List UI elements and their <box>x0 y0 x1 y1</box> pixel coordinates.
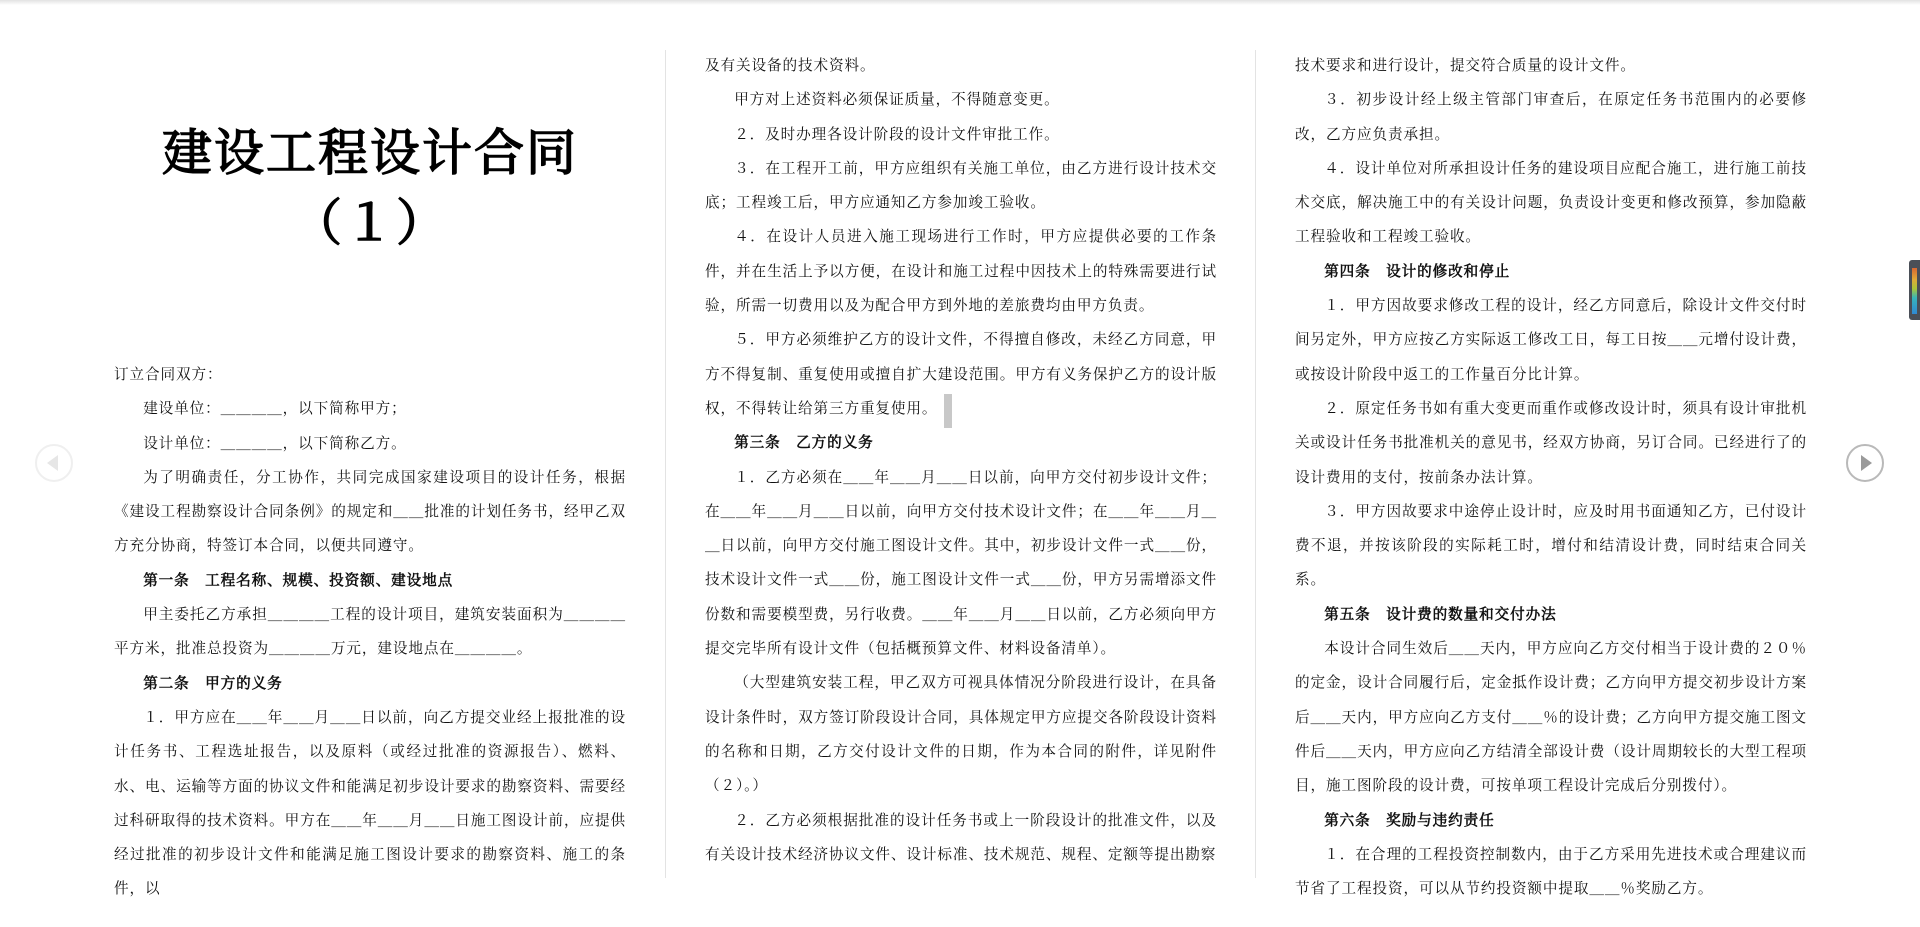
article-heading: 第六条 奖励与违约责任 <box>1324 811 1495 829</box>
paragraph: 设计单位：＿＿＿＿，以下简称乙方。 <box>143 434 407 452</box>
floating-side-widget[interactable] <box>1909 260 1920 320</box>
page-column-left <box>114 358 626 907</box>
paragraph: ２．乙方必须根据批准的设计任务书或上一阶段设计的批准文件，以及有关设计技术经济协议文件、设计标准、技术规范、规程、定额等提出勘察 <box>705 811 1217 863</box>
paragraph: ２．及时办理各设计阶段的设计文件审批工作。 <box>734 125 1060 143</box>
article-heading: 第三条 乙方的义务 <box>734 434 874 452</box>
paragraph: ２．原定任务书如有重大变更而重作或修改设计时，须具有设计审批机关或设计任务书批准机关的意见书，经双方协商，另订合同。已经进行了的设计费用的支付，按前条办法计算。 <box>1295 399 1807 486</box>
paragraph: 订立合同双方： <box>114 366 223 383</box>
paragraph: 建设单位：＿＿＿＿，以下简称甲方； <box>143 400 407 418</box>
paragraph: １．甲方因故要求修改工程的设计，经乙方同意后，除设计文件交付时间另定外，甲方应按乙方实际返工修改工日，每工日按＿＿元增付设计费，或按设计阶段中返工的工作量百分比计算。 <box>1295 297 1807 383</box>
previous-page-button[interactable] <box>35 444 73 482</box>
paragraph: １．在合理的工程投资控制数内，由于乙方采用先进技术或合理建议而节省了工程投资，可以从节约投资额中提取＿＿％奖励乙方。 <box>1295 845 1807 898</box>
paragraph: 及有关设备的技术资料。 <box>705 57 876 74</box>
paragraph: ３．甲方因故要求中途停止设计时，应及时用书面通知乙方，已付设计费不退，并按该阶段的实际耗工时，增付和结清设计费，同时结束合同关系。 <box>1295 502 1807 589</box>
top-shadow <box>0 0 1920 5</box>
level-meter-icon <box>1912 268 1917 314</box>
paragraph: 本设计合同生效后＿＿天内，甲方应向乙方交付相当于设计费的２０％的定金，设计合同履行后，定金抵作设计费；乙方向甲方提交初步设计方案后＿＿天内，甲方应向乙方支付＿＿％的设计费；乙方向甲方提交施工图文件后＿＿天内，甲方应向乙方结清全部设计费（设计周期较长的大型工程项目，施工图阶段的设计费，可按单项工程设计完成后分别拨付）。 <box>1295 640 1807 795</box>
paragraph: ４．在设计人员进入施工现场进行工作时，甲方应提供必要的工作条件，并在生活上予以方便，在设计和施工过程中因技术上的特殊需要进行试验，所需一切费用以及为配合甲方到外地的差旅费均由甲方负责。 <box>705 228 1217 315</box>
column-divider <box>1255 50 1256 878</box>
chevron-right-icon <box>1861 455 1872 471</box>
paragraph: ３．在工程开工前，甲方应组织有关施工单位，由乙方进行设计技术交底；工程竣工后，甲方应通知乙方参加竣工验收。 <box>705 159 1217 212</box>
title-line-1: 建设工程设计合同 <box>162 123 578 182</box>
paragraph: 甲主委托乙方承担＿＿＿＿工程的设计项目，建筑安装面积为＿＿＿＿平方米，批准总投资为＿＿＿＿万元，建设地点在＿＿＿＿。 <box>114 606 626 658</box>
paragraph: １．甲方应在＿＿年＿＿月＿＿日以前，向乙方提交业经上报批准的设计任务书、工程选址报告，以及原料（或经过批准的资源报告）、燃料、水、电、运输等方面的协议文件和能满足初步设计要求的勘察资料、需要经过科研取得的技术资料。甲方在＿＿年＿＿月＿＿日施工图设计前，应提供经过批准的初步设计文件和能满足施工图设计要求的勘察资料、施工的条件，以 <box>114 708 626 898</box>
title-line-2: （１） <box>292 193 448 252</box>
document-title <box>114 118 626 258</box>
page-column-right <box>1295 49 1807 906</box>
chevron-left-icon <box>47 455 58 471</box>
page-column-middle <box>705 49 1217 872</box>
article-heading: 第五条 设计费的数量和交付办法 <box>1324 605 1557 623</box>
paragraph: 甲方对上述资料必须保证质量，不得随意变更。 <box>734 91 1060 109</box>
paragraph: ４．设计单位对所承担设计任务的建设项目应配合施工，进行施工前技术交底，解决施工中的有关设计问题，负责设计变更和修改预算，参加隐蔽工程验收和工程竣工验收。 <box>1295 159 1807 246</box>
paragraph: 技术要求和进行设计，提交符合质量的设计文件。 <box>1295 57 1636 74</box>
paragraph: ３．初步设计经上级主管部门审查后，在原定任务书范围内的必要修改，乙方应负责承担。 <box>1295 91 1807 143</box>
text-cursor <box>944 394 952 428</box>
paragraph: ５．甲方必须维护乙方的设计文件，不得擅自修改，未经乙方同意，甲方不得复制、重复使用或擅自扩大建设范围。甲方有义务保护乙方的设计版权，不得转让给第三方重复使用。 <box>705 331 1217 417</box>
next-page-button[interactable] <box>1846 444 1884 482</box>
article-heading: 第四条 设计的修改和停止 <box>1324 262 1511 280</box>
paragraph: 为了明确责任，分工协作，共同完成国家建设项目的设计任务，根据《建设工程勘察设计合同条例》的规定和＿＿批准的计划任务书，经甲乙双方充分协商，特签订本合同，以便共同遵守。 <box>114 468 626 555</box>
article-heading: 第二条 甲方的义务 <box>143 674 283 692</box>
article-heading: 第一条 工程名称、规模、投资额、建设地点 <box>143 571 454 589</box>
column-divider <box>665 50 666 878</box>
paragraph: １．乙方必须在＿＿年＿＿月＿＿日以前，向甲方交付初步设计文件；在＿＿年＿＿月＿＿日以前，向甲方交付技术设计文件；在＿＿年＿＿月＿＿日以前，向甲方交付施工图设计文件。其中，初步设计文件一式＿＿份，技术设计文件一式＿＿份，施工图设计文件一式＿＿份，甲方另需增添文件份数和需要模型费，另行收费。＿＿年＿＿月＿＿日以前，乙方必须向甲方提交完毕所有设计文件（包括概预算文件、材料设备清单）。 <box>705 468 1217 658</box>
paragraph: （大型建筑安装工程，甲乙双方可视具体情况分阶段进行设计，在具备设计条件时，双方签订阶段设计合同，具体规定甲方应提交各阶段设计资料的名称和日期，乙方交付设计文件的日期，作为本合同的附件，详见附件（２）。） <box>705 674 1217 795</box>
